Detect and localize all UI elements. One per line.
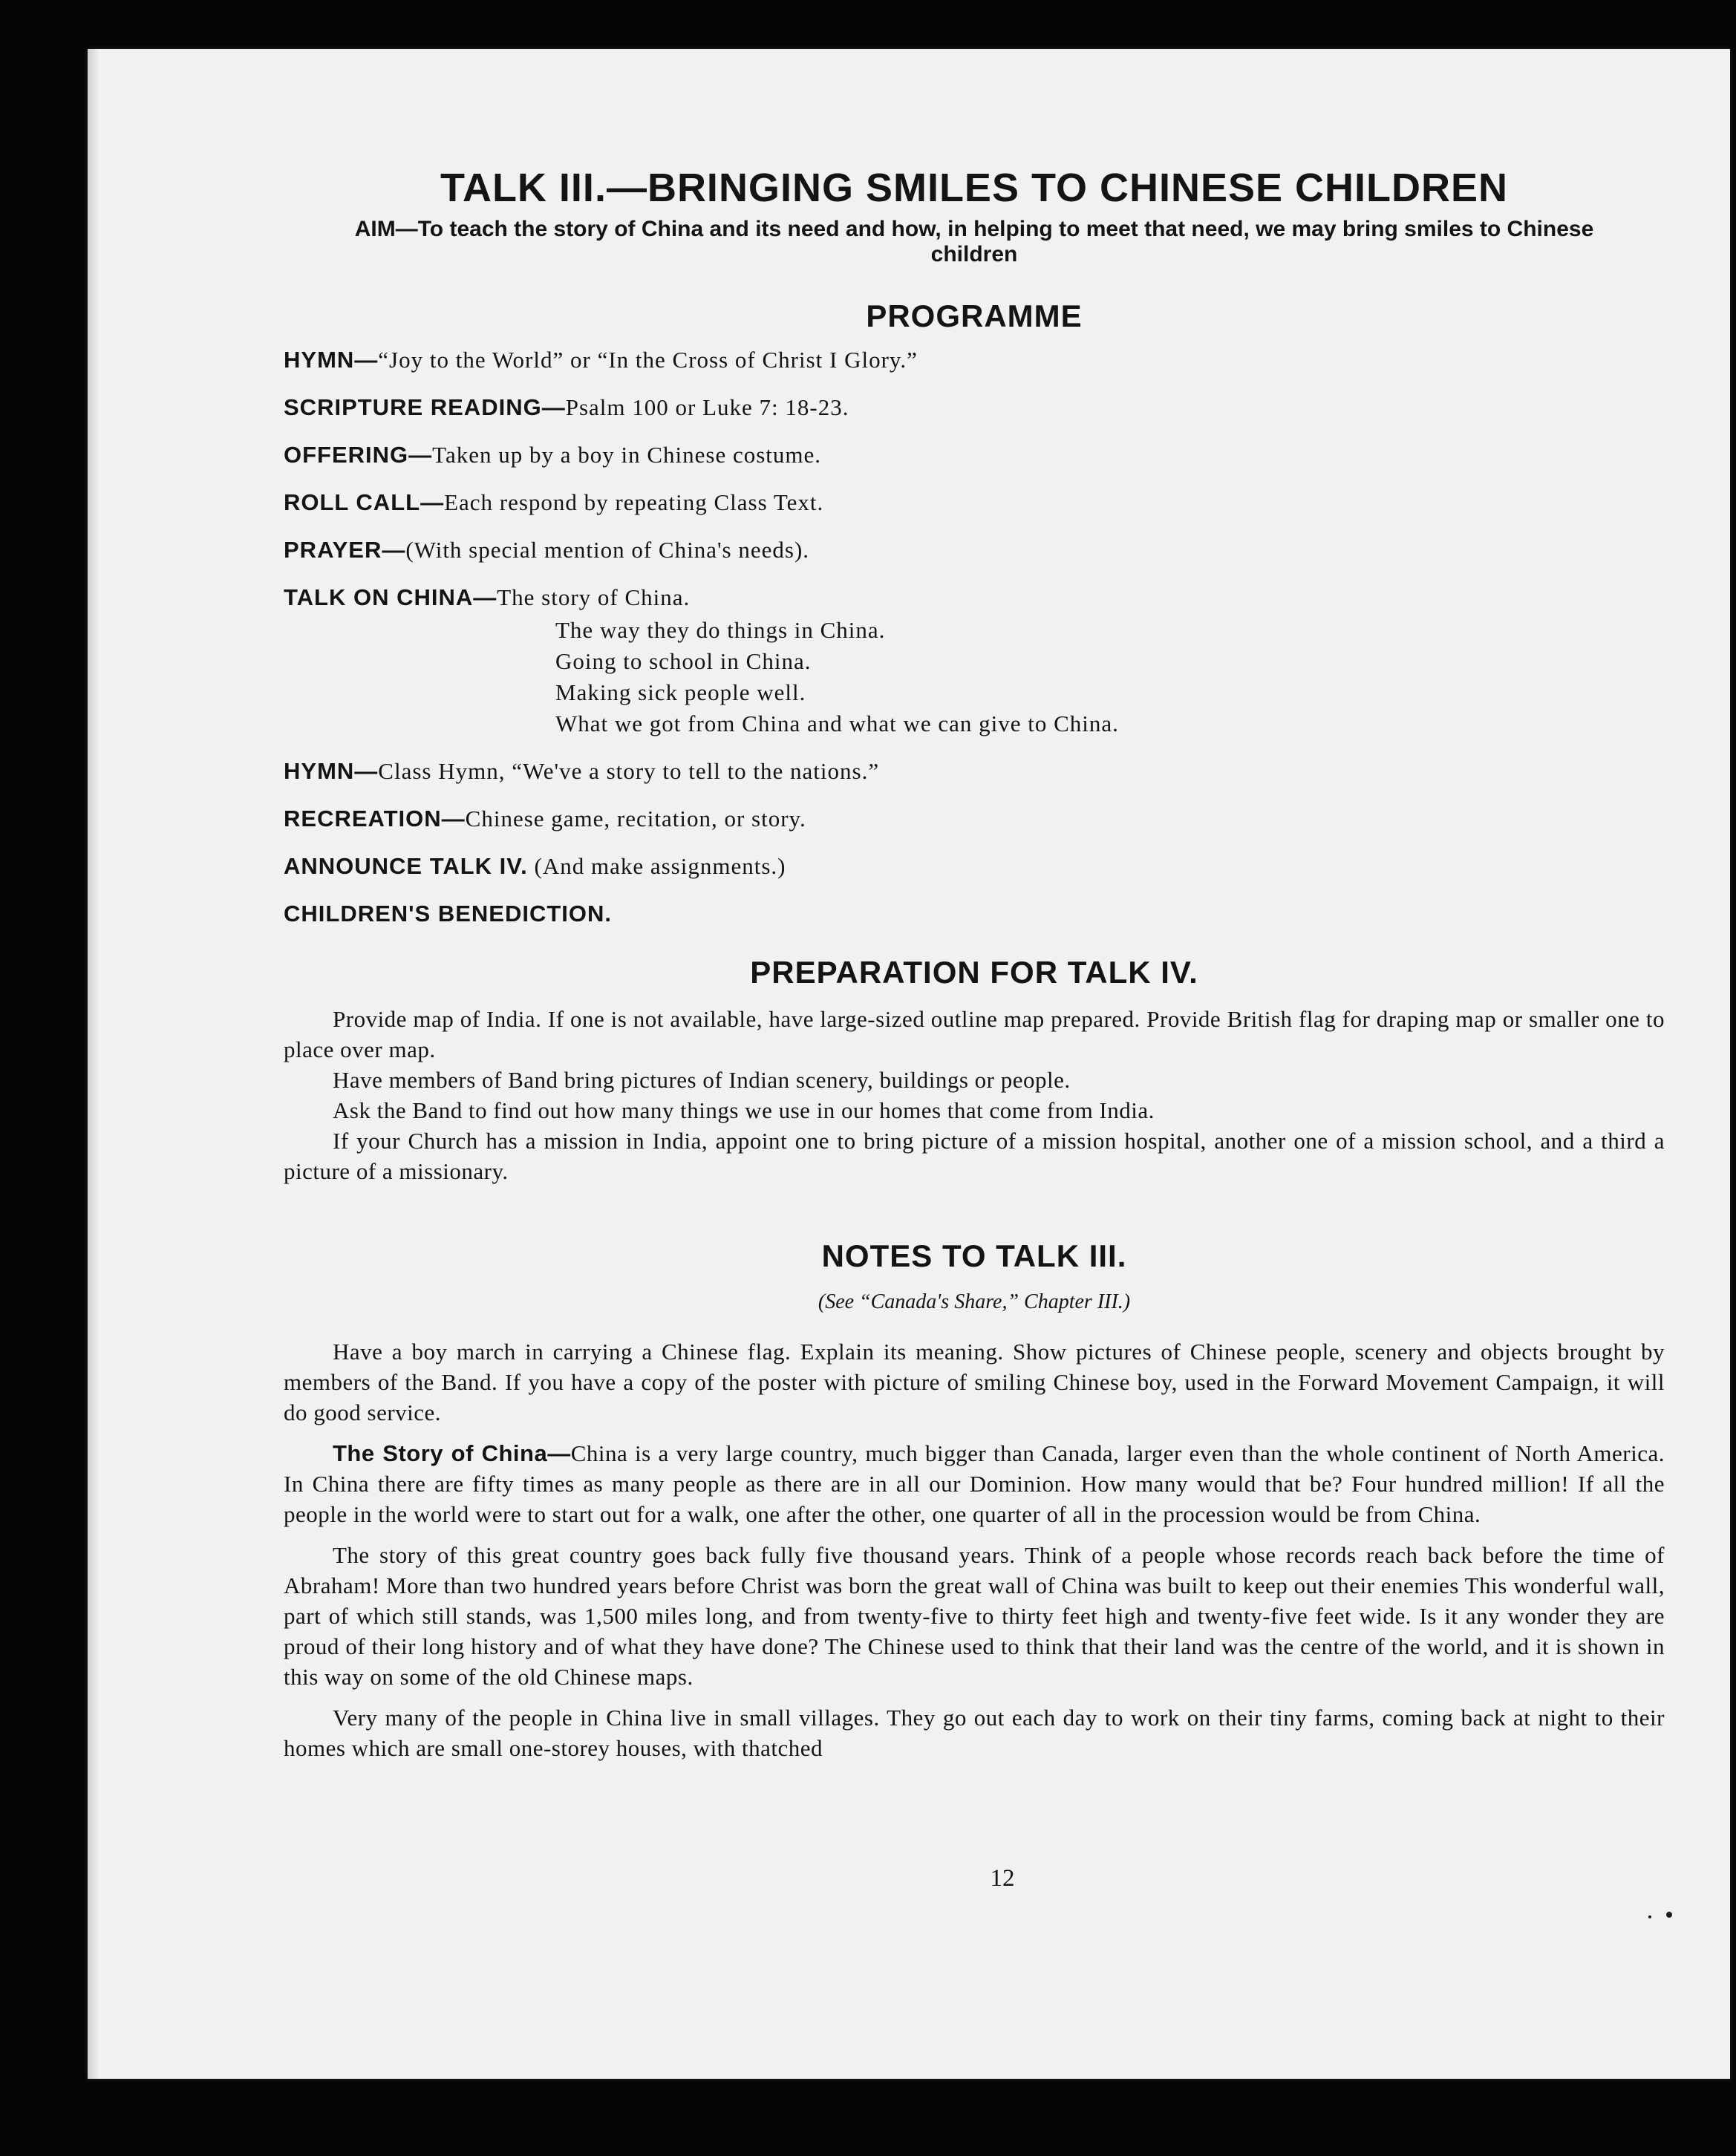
villages-paragraph: Very many of the people in China live in small villages. They go out each day to work on their tiny farms, coming back at night to their homes which are small one-storey houses, with thatched	[284, 1705, 1665, 1761]
preparation-paragraph: Ask the Band to find out how many things we use in our homes that come from India.	[333, 1097, 1155, 1123]
programme-item-text: Each respond by repeating Class Text.	[444, 489, 824, 515]
programme-item-text: Taken up by a boy in Chinese costume.	[432, 442, 822, 468]
preparation-heading: PREPARATION FOR TALK IV.	[750, 955, 1198, 990]
page-title: TALK III.—BRINGING SMILES TO CHINESE CHILDREN	[440, 166, 1509, 210]
scan-speck	[1648, 1915, 1651, 1918]
great-wall-paragraph: The story of this great country goes back fully five thousand years. Think of a people whose records reach back before the time of Abraham! More than two hundred years before Christ was born the great wall of China was built to keep out their enemies This wonderful wall, part of which still stands, was 1,500 miles long, and from twenty-five to thirty feet high and twenty-five feet wide. Is it any wonder they are proud of their long history and of what they have done? The Chinese used to think that their land was the centre of the world, and it is shown in this way on some of the old Chinese maps.	[284, 1542, 1665, 1690]
programme-item-text: (With special mention of China's needs).	[405, 537, 810, 563]
programme-item-label: ANNOUNCE TALK IV.	[284, 853, 528, 879]
programme-heading: PROGRAMME	[866, 298, 1083, 333]
programme-item-label: RECREATION—	[284, 806, 466, 832]
programme-item-announce	[284, 851, 1665, 882]
programme-item-text: Class Hymn, “We've a story to tell to the nations.”	[378, 758, 880, 784]
programme-item-recreation	[284, 803, 1665, 834]
programme-item-label: OFFERING—	[284, 442, 433, 468]
programme-item-label: TALK ON CHINA—	[284, 584, 497, 610]
programme-item-benediction	[284, 898, 1665, 930]
talk-subitem: What we got from China and what we can give to China.	[555, 710, 1119, 736]
programme-item-text: “Joy to the World” or “In the Cross of Christ I Glory.”	[378, 347, 918, 373]
talk-subitem: Making sick people well.	[555, 679, 806, 705]
programme-item-label: HYMN—	[284, 347, 379, 373]
notes-intro-paragraph: Have a boy march in carrying a Chinese flag. Explain its meaning. Show pictures of Chinese people, scenery and objects brought by members of the Band. If you have a copy of the poster with picture of smiling Chinese boy, used in the Forward Movement Campaign, it will do good service.	[284, 1339, 1665, 1425]
page-content	[284, 111, 1665, 1763]
programme-item-hymn	[284, 344, 1665, 376]
aim-statement: AIM—To teach the story of China and its need and how, in helping to meet that need, we may bring smiles to Chinese children	[354, 217, 1594, 267]
notes-reference: (See “Canada's Share,” Chapter III.)	[818, 1290, 1131, 1313]
scan-speck	[1666, 1912, 1672, 1918]
programme-item-prayer	[284, 535, 1665, 566]
programme-item-talk-on-china	[284, 582, 1665, 739]
talk-subitems	[555, 615, 1665, 739]
preparation-paragraph: Have members of Band bring pictures of Indian scenery, buildings or people.	[333, 1067, 1071, 1093]
programme-item-roll-call	[284, 487, 1665, 518]
preparation-paragraph: Provide map of India. If one is not available, have large-sized outline map prepared. Provide British flag for draping map or smaller one to place over map.	[284, 1006, 1665, 1062]
programme-item-label: CHILDREN'S BENEDICTION.	[284, 901, 612, 927]
programme-item-label: SCRIPTURE READING—	[284, 394, 566, 420]
talk-subitem: Going to school in China.	[555, 648, 812, 674]
programme-item-offering	[284, 440, 1665, 471]
story-of-china-text: China is a very large country, much bigger than Canada, larger even than the whole continent of North America. In China there are fifty times as many people as there are in all our Dominion. How many would that be? Four hundred million! If all the people in the world were to start out for a walk, one after the other, one quarter of all in the procession would be from China.	[284, 1440, 1665, 1527]
preparation-paragraph: If your Church has a mission in India, appoint one to bring picture of a mission hospital, another one of a mission school, and a third a picture of a missionary.	[284, 1128, 1665, 1184]
programme-item-scripture	[284, 392, 1665, 423]
programme-list	[284, 344, 1665, 930]
story-of-china-paragraph	[284, 1438, 1665, 1529]
programme-item-label: ROLL CALL—	[284, 489, 445, 515]
programme-item-label: PRAYER—	[284, 537, 406, 563]
programme-item-text: Chinese game, recitation, or story.	[465, 806, 806, 832]
programme-item-class-hymn	[284, 756, 1665, 787]
programme-item-label: HYMN—	[284, 758, 379, 784]
preparation-section	[284, 1004, 1665, 1186]
page-number: 12	[990, 1865, 1015, 1892]
page-edge-shadow	[88, 49, 99, 2079]
notes-heading: NOTES TO TALK III.	[821, 1238, 1127, 1273]
talk-subitem: The way they do things in China.	[555, 617, 886, 643]
programme-item-text: Psalm 100 or Luke 7: 18-23.	[565, 394, 849, 420]
programme-item-text: The story of China.	[497, 584, 691, 610]
story-of-china-lead: The Story of China—	[333, 1440, 571, 1466]
programme-item-text: (And make assignments.)	[527, 853, 786, 879]
notes-section	[284, 1336, 1665, 1763]
